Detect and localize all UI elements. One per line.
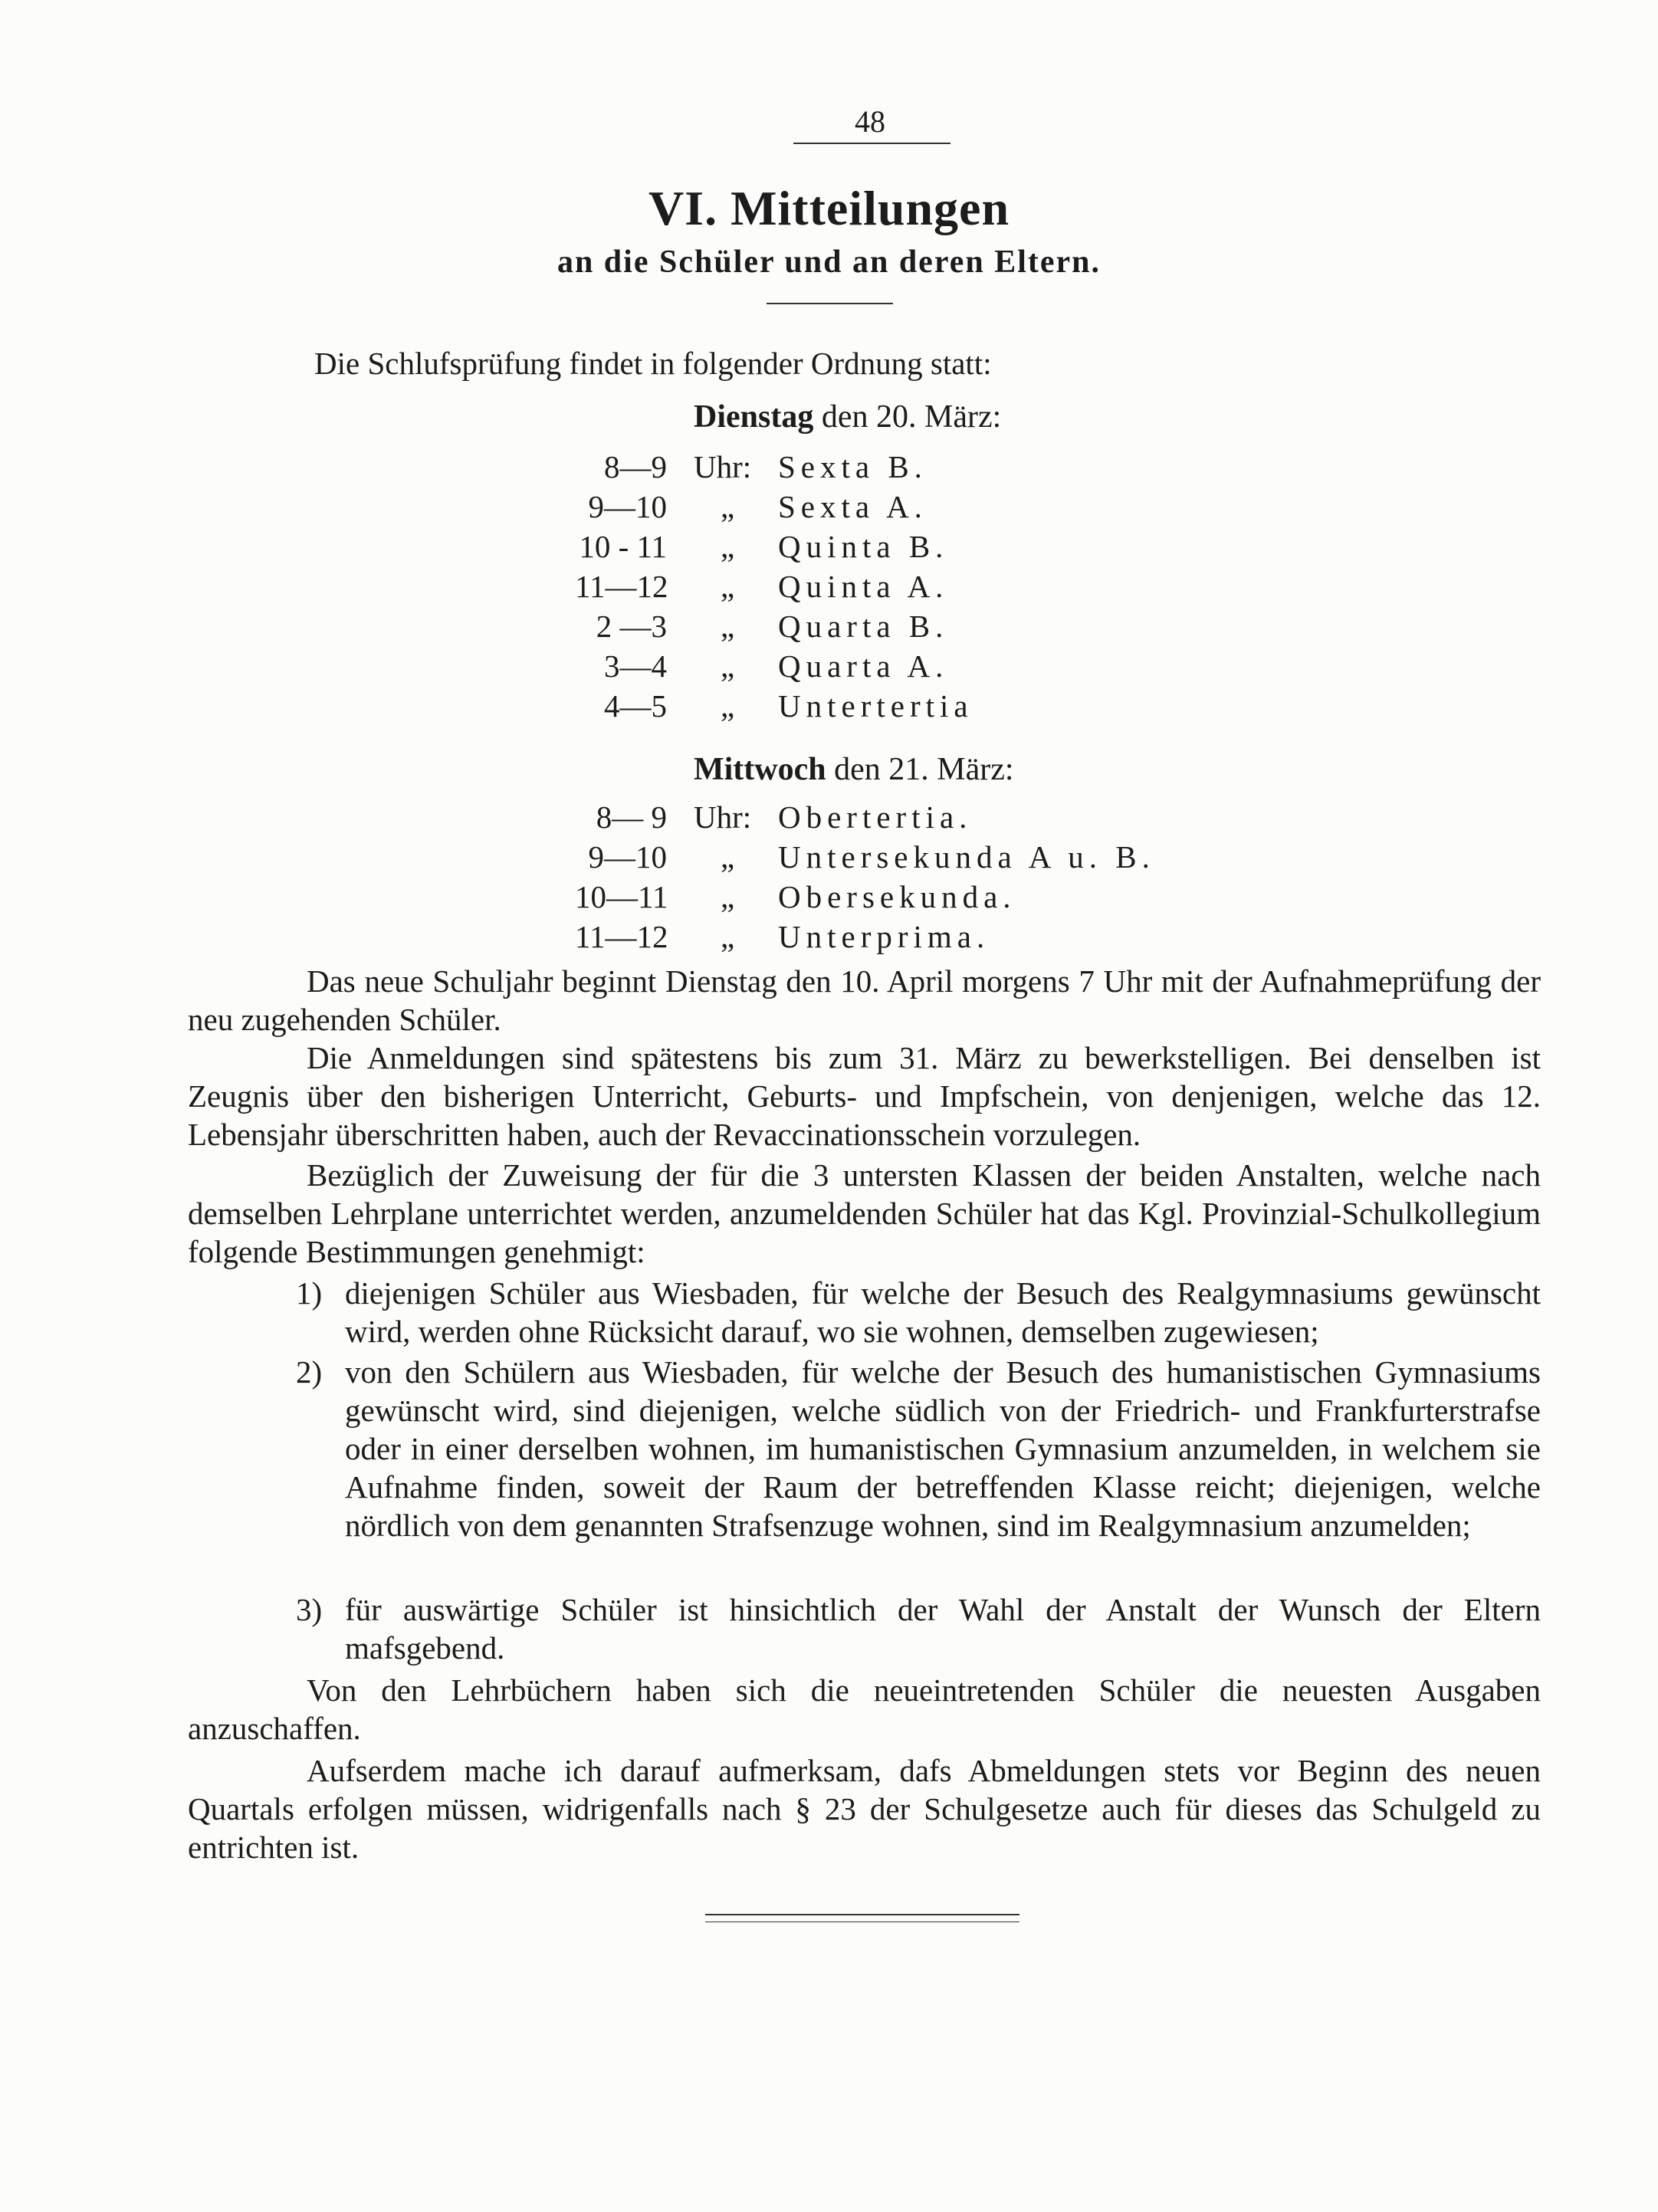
slot-uhr: „ (721, 839, 735, 875)
day-label: Mittwoch (694, 752, 826, 787)
slot-uhr: „ (721, 919, 735, 954)
section-subtitle: an die Schüler und an deren Eltern. (556, 245, 1102, 280)
slot-class: Quinta B. (778, 529, 949, 564)
list-item-text: von den Schülern aus Wiesbaden, für welche der Besuch des humanistischen Gymnasiums gewünscht wird, sind diejenigen, welche südlich von der Friedrich- und Frankfurterstrafse oder in einer derselben wohnen, im humanistischen Gymnasium anzumelden, in welchem sie Aufnahme finden, soweit der Raum der betreffenden Klasse reicht; diejenigen, welche nördlich von dem genannten Strafsenzuge wohnen, sind im Realgymnasium anzumelden; (345, 1354, 1541, 1543)
list-item (296, 1274, 1541, 1351)
list-item-number: 2) (296, 1354, 323, 1390)
paragraph-deregistration: Aufserdem mache ich darauf aufmerksam, dafs Abmeldungen stets vor Beginn des neuen Quartals erfolgen müssen, widrigenfalls nach § 23 der Schulgesetze auch für dieses das Schulgeld zu entrichten ist. (188, 1753, 1541, 1865)
slot-uhr: „ (721, 569, 735, 604)
slot-class: Unterprima. (778, 919, 990, 954)
list-item-number: 3) (296, 1592, 323, 1627)
page-number: 48 (855, 104, 885, 139)
slot-time: 10—11 (575, 879, 668, 914)
paragraph-assignment: Bezüglich der Zuweisung der für die 3 untersten Klassen der beiden Anstalten, welche nach demselben Lehrplane unterrichtet werden, anzumeldenden Schüler hat das Kgl. Provinzial-Schulkollegium folgende Bestimmungen genehmigt: (188, 1157, 1541, 1269)
slot-uhr: Uhr: (694, 799, 752, 835)
slot-uhr: „ (721, 609, 735, 644)
slot-class: Quarta A. (778, 648, 949, 684)
slot-uhr: „ (721, 688, 735, 724)
slot-class: Obersekunda. (778, 879, 1016, 914)
slot-time: 3—4 (604, 648, 667, 684)
list-item (296, 1353, 1541, 1544)
list-item (296, 1590, 1541, 1667)
slot-uhr: „ (721, 529, 735, 564)
slot-time: 11—12 (575, 919, 668, 954)
day-heading (694, 751, 1014, 788)
slot-time: 2 —3 (596, 609, 667, 644)
slot-class: Sexta B. (778, 449, 927, 484)
slot-uhr: „ (721, 879, 735, 914)
slot-time: 4—5 (604, 688, 667, 724)
slot-class: Sexta A. (778, 489, 927, 524)
list-item-text: diejenigen Schüler aus Wiesbaden, für welche der Besuch des Realgymnasiums gewünscht wird, werden ohne Rücksicht darauf, wo sie wohnen, demselben zugewiesen; (345, 1275, 1541, 1349)
day-label: Dienstag (694, 399, 814, 435)
slot-class: Quinta A. (778, 569, 949, 604)
section-title: VI. Mitteilungen (648, 181, 1010, 235)
slot-time: 11—12 (575, 569, 668, 604)
slot-time: 8—9 (604, 449, 667, 484)
slot-uhr: „ (721, 489, 735, 524)
page-number-rule (793, 143, 950, 144)
list-item-text: für auswärtige Schüler ist hinsichtlich der Wahl der Anstalt der Wunsch der Eltern mafsgebend. (345, 1592, 1541, 1666)
title-rule (767, 303, 893, 304)
day-date: den 20. März: (821, 399, 1002, 435)
day-heading (694, 399, 1001, 435)
paragraph-registration: Die Anmeldungen sind spätestens bis zum 31. März zu bewerkstelligen. Bei denselben ist Zeugnis über den bisherigen Unterricht, Geburts- und Impfschein, von denjenigen, welche das 12. Lebensjahr überschritten haben, auch der Revaccinationsschein vorzulegen. (188, 1040, 1541, 1152)
slot-uhr: „ (721, 648, 735, 684)
list-item-number: 1) (296, 1275, 323, 1311)
slot-class: Untertertia (778, 688, 973, 724)
intro-text: Die Schlufsprüfung findet in folgender Ordnung statt: (314, 346, 992, 381)
slot-time: 9—10 (588, 839, 667, 875)
slot-time: 10 - 11 (579, 529, 667, 564)
slot-uhr: Uhr: (694, 449, 752, 484)
paragraph-textbooks: Von den Lehrbüchern haben sich die neueintretenden Schüler die neuesten Ausgaben anzuschaffen. (188, 1672, 1541, 1746)
closing-rule (705, 1914, 1019, 1915)
slot-time: 9—10 (588, 489, 667, 524)
slot-class: Quarta B. (778, 609, 949, 644)
paragraph-school-year: Das neue Schuljahr beginnt Dienstag den 10. April morgens 7 Uhr mit der Aufnahmeprüfung der neu zugehenden Schüler. (188, 963, 1541, 1037)
slot-class: Obertertia. (778, 799, 973, 835)
slot-class: Untersekunda A u. B. (778, 839, 1155, 875)
day-date: den 21. März: (834, 752, 1014, 787)
slot-time: 8— 9 (596, 799, 667, 835)
